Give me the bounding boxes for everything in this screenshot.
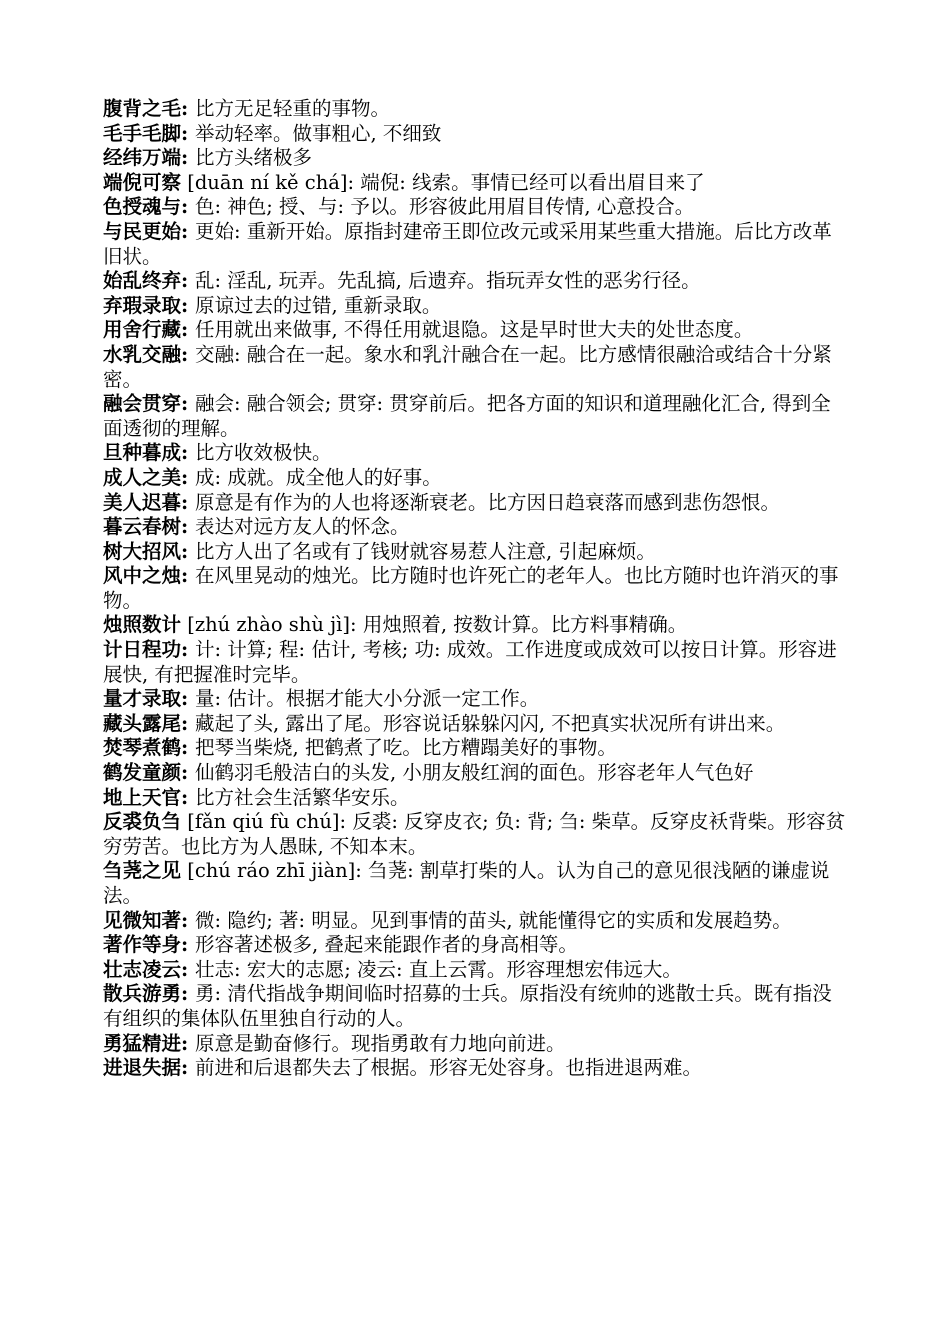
idiom-entry [103,736,848,761]
idiom-entry [103,269,848,294]
idiom-separator: : [181,711,196,735]
idiom-separator: : [350,613,363,637]
idiom-definition: 色: 神色; 授、与: 予以。形容彼此用眉目传情, 心意投合。 [195,195,695,219]
idiom-entry [103,810,848,859]
idiom-definition: 任用就出来做事, 不得任用就退隐。这是早时世大夫的处世态度。 [195,318,754,342]
idiom-term: 与民更始 [103,219,182,243]
idiom-entry [103,540,848,565]
idiom-entry [103,122,848,147]
idiom-term: 用舍行藏 [103,318,182,342]
idiom-definition: 前进和后退都失去了根据。形容无处容身。也指进退两难。 [195,1056,703,1080]
idiom-definition: 比方收效极快。 [195,441,332,465]
idiom-term: 藏头露尾 [103,711,182,735]
idiom-pinyin: [chú ráo zhī jiàn] [181,859,356,883]
idiom-separator: : [181,957,196,981]
idiom-entry [103,318,848,343]
idiom-definition: 更始: 重新开始。原指封建帝王即位改元或采用某些重大措施。后比方改革旧状。 [103,219,832,268]
idiom-entry [103,146,848,171]
idiom-entry [103,761,848,786]
idiom-separator: : [181,195,196,219]
idiom-separator: : [181,785,196,809]
idiom-term: 腹背之毛 [103,97,182,120]
idiom-entry [103,392,848,441]
idiom-pinyin: [zhú zhào shù jì] [181,613,351,637]
idiom-definition: 把琴当柴烧, 把鹤煮了吃。比方糟蹋美好的事物。 [195,736,617,760]
idiom-definition: 刍荛: 割草打柴的人。认为自己的意见很浅陋的谦虚说法。 [103,859,830,907]
idiom-definition: 原意是勤奋修行。现指勇敢有力地向前进。 [195,1031,566,1055]
idiom-entry [103,712,848,737]
idiom-entry [103,466,848,491]
idiom-entry [103,171,848,196]
idiom-definition: 形容著述极多, 叠起来能跟作者的身高相等。 [195,933,578,957]
idiom-term: 融会贯穿 [103,392,182,416]
idiom-term: 端倪可察 [103,170,182,194]
idiom-entry [103,97,848,122]
idiom-entry [103,909,848,934]
idiom-term: 计日程功 [103,638,182,662]
idiom-entry [103,958,848,983]
idiom-term: 色授魂与 [103,195,182,219]
idiom-term: 暮云春树 [103,515,182,539]
idiom-term: 著作等身 [103,933,182,957]
idiom-separator: : [181,342,196,366]
idiom-separator: : [181,687,196,711]
idiom-entry [103,195,848,220]
idiom-separator: : [181,638,196,662]
idiom-term: 始乱终弃 [103,269,182,293]
idiom-separator: : [181,539,196,563]
idiom-entry [103,294,848,319]
idiom-separator: : [181,465,196,489]
idiom-term: 弃瑕录取 [103,293,182,317]
idiom-term: 勇猛精进 [103,1031,182,1055]
idiom-term: 刍荛之见 [103,859,182,883]
idiom-definition: 比方无足轻重的事物。 [195,97,391,120]
idiom-entry [103,933,848,958]
idiom-separator: : [181,982,196,1006]
idiom-term: 风中之烛 [103,564,182,588]
idiom-separator: : [181,933,196,957]
idiom-separator: : [181,736,196,760]
idiom-definition: 融会: 融合领会; 贯穿: 贯穿前后。把各方面的知识和道理融化汇合, 得到全面透彻的理解。 [103,392,831,440]
idiom-separator: : [181,269,196,293]
idiom-term: 美人迟暮 [103,490,182,514]
idiom-definition: 计: 计算; 程: 估计, 考核; 功: 成效。工作进度或成效可以按日计算。形容进展快, 有把握准时完毕。 [103,638,837,686]
idiom-term: 树大招风 [103,539,182,563]
idiom-separator: : [347,170,361,194]
idiom-entry [103,982,848,1031]
idiom-definition: 原谅过去的过错, 重新录取。 [195,293,442,317]
idiom-term: 焚琴煮鹤 [103,736,182,760]
idiom-separator: : [181,1031,196,1055]
idiom-pinyin: [fǎn qiú fù chú] [181,810,340,834]
idiom-term: 见微知著 [103,908,182,932]
idiom-entry [103,220,848,269]
idiom-separator: : [181,146,196,170]
idiom-entry [103,859,848,908]
idiom-separator: : [181,908,196,932]
idiom-definition: 比方人出了名或有了钱财就容易惹人注意, 引起麻烦。 [195,539,656,563]
idiom-term: 旦种暮成 [103,441,182,465]
idiom-separator: : [355,859,369,883]
idiom-separator: : [181,515,196,539]
idiom-term: 成人之美 [103,465,182,489]
idiom-separator: : [181,490,196,514]
idiom-term: 散兵游勇 [103,982,182,1006]
idiom-definition: 比方头绪极多 [195,146,313,170]
idiom-term: 经纬万端 [103,146,182,170]
idiom-definition: 原意是有作为的人也将逐渐衰老。比方因日趋衰落而感到悲伤怨恨。 [195,490,781,514]
idiom-term: 量才录取 [103,687,182,711]
idiom-definition: 乱: 淫乱, 玩弄。先乱搞, 后遗弃。指玩弄女性的恶劣行径。 [195,269,701,293]
idiom-definition: 举动轻率。做事粗心, 不细致 [195,121,442,145]
idiom-separator: : [339,810,353,834]
idiom-definition: 在风里晃动的烛光。比方随时也许死亡的老年人。也比方随时也许消灭的事物。 [103,564,839,612]
idiom-separator: : [181,97,196,120]
idiom-entry [103,564,848,613]
idiom-separator: : [181,392,196,416]
idiom-definition: 藏起了头, 露出了尾。形容说话躲躲闪闪, 不把真实状况所有讲出来。 [195,711,786,735]
idiom-definition: 成: 成就。成全他人的好事。 [195,465,442,489]
idiom-definition: 比方社会生活繁华安乐。 [195,785,410,809]
idiom-list [103,97,848,1081]
idiom-entry [103,1032,848,1057]
idiom-separator: : [181,293,196,317]
idiom-definition: 微: 隐约; 著: 明显。见到事情的苗头, 就能懂得它的实质和发展趋势。 [195,908,792,932]
idiom-separator: : [181,564,196,588]
idiom-definition: 勇: 清代指战争期间临时招募的士兵。原指没有统帅的逃散士兵。既有指没有组织的集体队伍里独自行动的人。 [103,982,832,1030]
idiom-separator: : [181,219,196,243]
idiom-separator: : [181,441,196,465]
idiom-term: 鹤发童颜 [103,761,182,785]
idiom-entry [103,638,848,687]
idiom-definition: 端倪: 线索。事情已经可以看出眉目来了 [360,170,705,194]
idiom-entry [103,491,848,516]
idiom-definition: 表达对远方友人的怀念。 [195,515,410,539]
idiom-definition: 用烛照着, 按数计算。比方料事精确。 [362,613,688,637]
idiom-entry [103,1056,848,1081]
idiom-separator: : [181,761,196,785]
idiom-definition: 壮志: 宏大的志愿; 凌云: 直上云霄。形容理想宏伟远大。 [195,957,682,981]
idiom-term: 毛手毛脚 [103,121,182,145]
idiom-separator: : [181,1056,196,1080]
idiom-entry [103,613,848,638]
idiom-term: 水乳交融 [103,342,182,366]
idiom-term: 壮志凌云 [103,957,182,981]
idiom-entry [103,515,848,540]
idiom-definition: 仙鹤羽毛般洁白的头发, 小朋友般红润的面色。形容老年人气色好 [195,761,754,785]
idiom-term: 烛照数计 [103,613,182,637]
idiom-definition: 交融: 融合在一起。象水和乳汁融合在一起。比方感情很融洽或结合十分紧密。 [103,342,832,391]
idiom-term: 地上天官 [103,785,182,809]
idiom-separator: : [181,318,196,342]
idiom-definition: 反裘: 反穿皮衣; 负: 背; 刍: 柴草。反穿皮袄背柴。形容贫穷劳苦。也比方为人愚昧, 不知本末。 [103,810,846,858]
idiom-entry [103,687,848,712]
idiom-term: 进退失据 [103,1056,182,1080]
idiom-term: 反裘负刍 [103,810,182,834]
idiom-pinyin: [duān ní kě chá] [181,170,348,194]
idiom-entry [103,343,848,392]
idiom-entry [103,786,848,811]
idiom-definition: 量: 估计。根据才能大小分派一定工作。 [195,687,540,711]
idiom-separator: : [181,121,196,145]
idiom-entry [103,441,848,466]
